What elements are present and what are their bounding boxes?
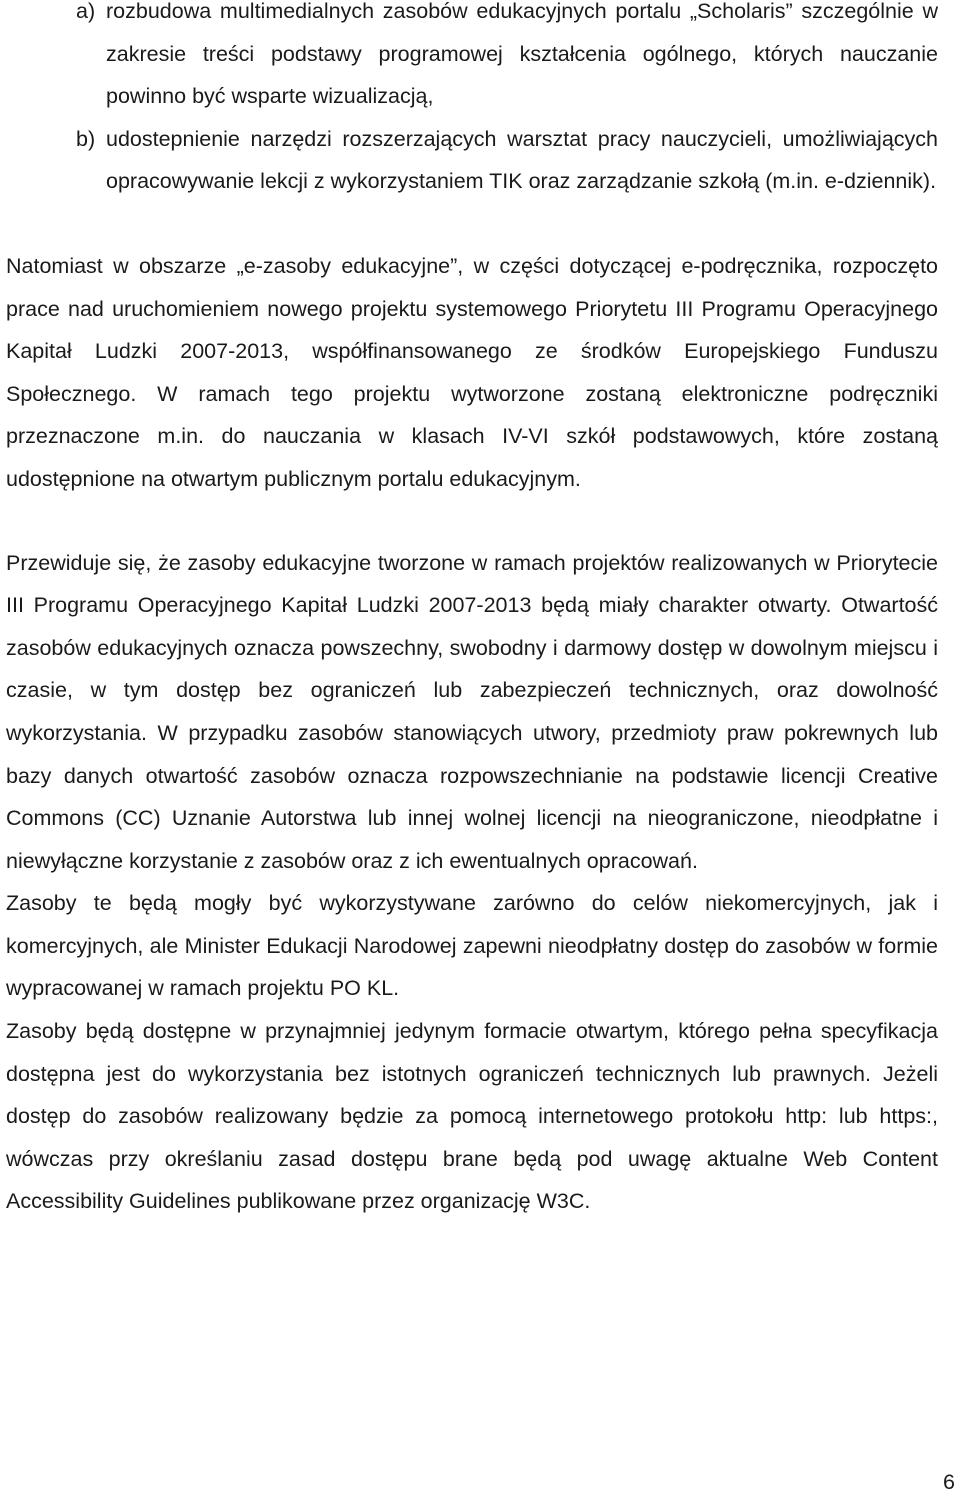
page-number: 6: [943, 1470, 955, 1494]
list-item-text: rozbudowa multimedialnych zasobów edukacyjnych portalu „Scholaris” szczególnie w zakresie treści podstawy programowej kształcenia ogólnego, których nauczanie powinno być wsparte wizualizacją,: [106, 0, 938, 109]
goals-list: [6, 0, 938, 203]
list-marker: b): [76, 126, 96, 151]
paragraph-open-resources: Przewiduje się, że zasoby edukacyjne tworzone w ramach projektów realizowanych w Priorytecie III Programu Operacyjnego Kapitał Ludzki 2007-2013 będą miały charakter otwarty. Otwartość zasobów edukacyjnych oznacza powszechny, swobodny i darmowy dostęp w dowolnym miejscu i czasie, w tym dostęp bez ograniczeń lub zabezpieczeń technicznych, oraz dowolność wykorzystania. W przypadku zasobów stanowiących utwory, przedmioty praw pokrewnych lub bazy danych otwartość zasobów oznacza rozpowszechnianie na podstawie licencji Creative Commons (CC) Uznanie Autorstwa lub innej wolnej licencji na nieograniczone, nieodpłatne i niewyłączne korzystanie z zasobów oraz z ich ewentualnych opracowań.: [6, 550, 938, 873]
list-item: [6, 0, 938, 118]
list-item-text: udostepnienie narzędzi rozszerzających warsztat pracy nauczycieli, umożliwiających opracowywanie lekcji z wykorzystaniem TIK oraz zarządzanie szkołą (m.in. e-dziennik).: [106, 126, 938, 194]
list-item: [6, 118, 938, 203]
paragraph-formats: Zasoby będą dostępne w przynajmniej jedynym formacie otwartym, którego pełna specyfikacja dostępna jest do wykorzystania bez istotnych ograniczeń technicznych lub prawnych. Jeżeli dostęp do zasobów realizowany będzie za pomocą internetowego protokołu http: lub https:, wówczas przy określaniu zasad dostępu brane będą pod uwagę aktualne Web Content Accessibility Guidelines publikowane przez organizację W3C.: [6, 1019, 938, 1214]
list-marker: a): [76, 0, 96, 23]
paragraph-e-zasoby: Natomiast w obszarze „e-zasoby edukacyjne”, w części dotyczącej e-podręcznika, rozpoczęto prace nad uruchomieniem nowego projektu systemowego Priorytetu III Programu Operacyjnego Kapitał Ludzki 2007-2013, współfinansowanego ze środków Europejskiego Funduszu Społecznego. W ramach tego projektu wytworzone zostaną elektroniczne podręczniki przeznaczone m.in. do nauczania w klasach IV-VI szkół podstawowych, które zostaną udostępnione na otwartym publicznym portalu edukacyjnym.: [6, 253, 938, 491]
document-page: [6, 0, 938, 1223]
paragraph-commercial-use: Zasoby te będą mogły być wykorzystywane zarówno do celów niekomercyjnych, jak i komercyjnych, ale Minister Edukacji Narodowej zapewni nieodpłatny dostęp do zasobów w formie wypracowanej w ramach projektu PO KL.: [6, 891, 938, 1001]
